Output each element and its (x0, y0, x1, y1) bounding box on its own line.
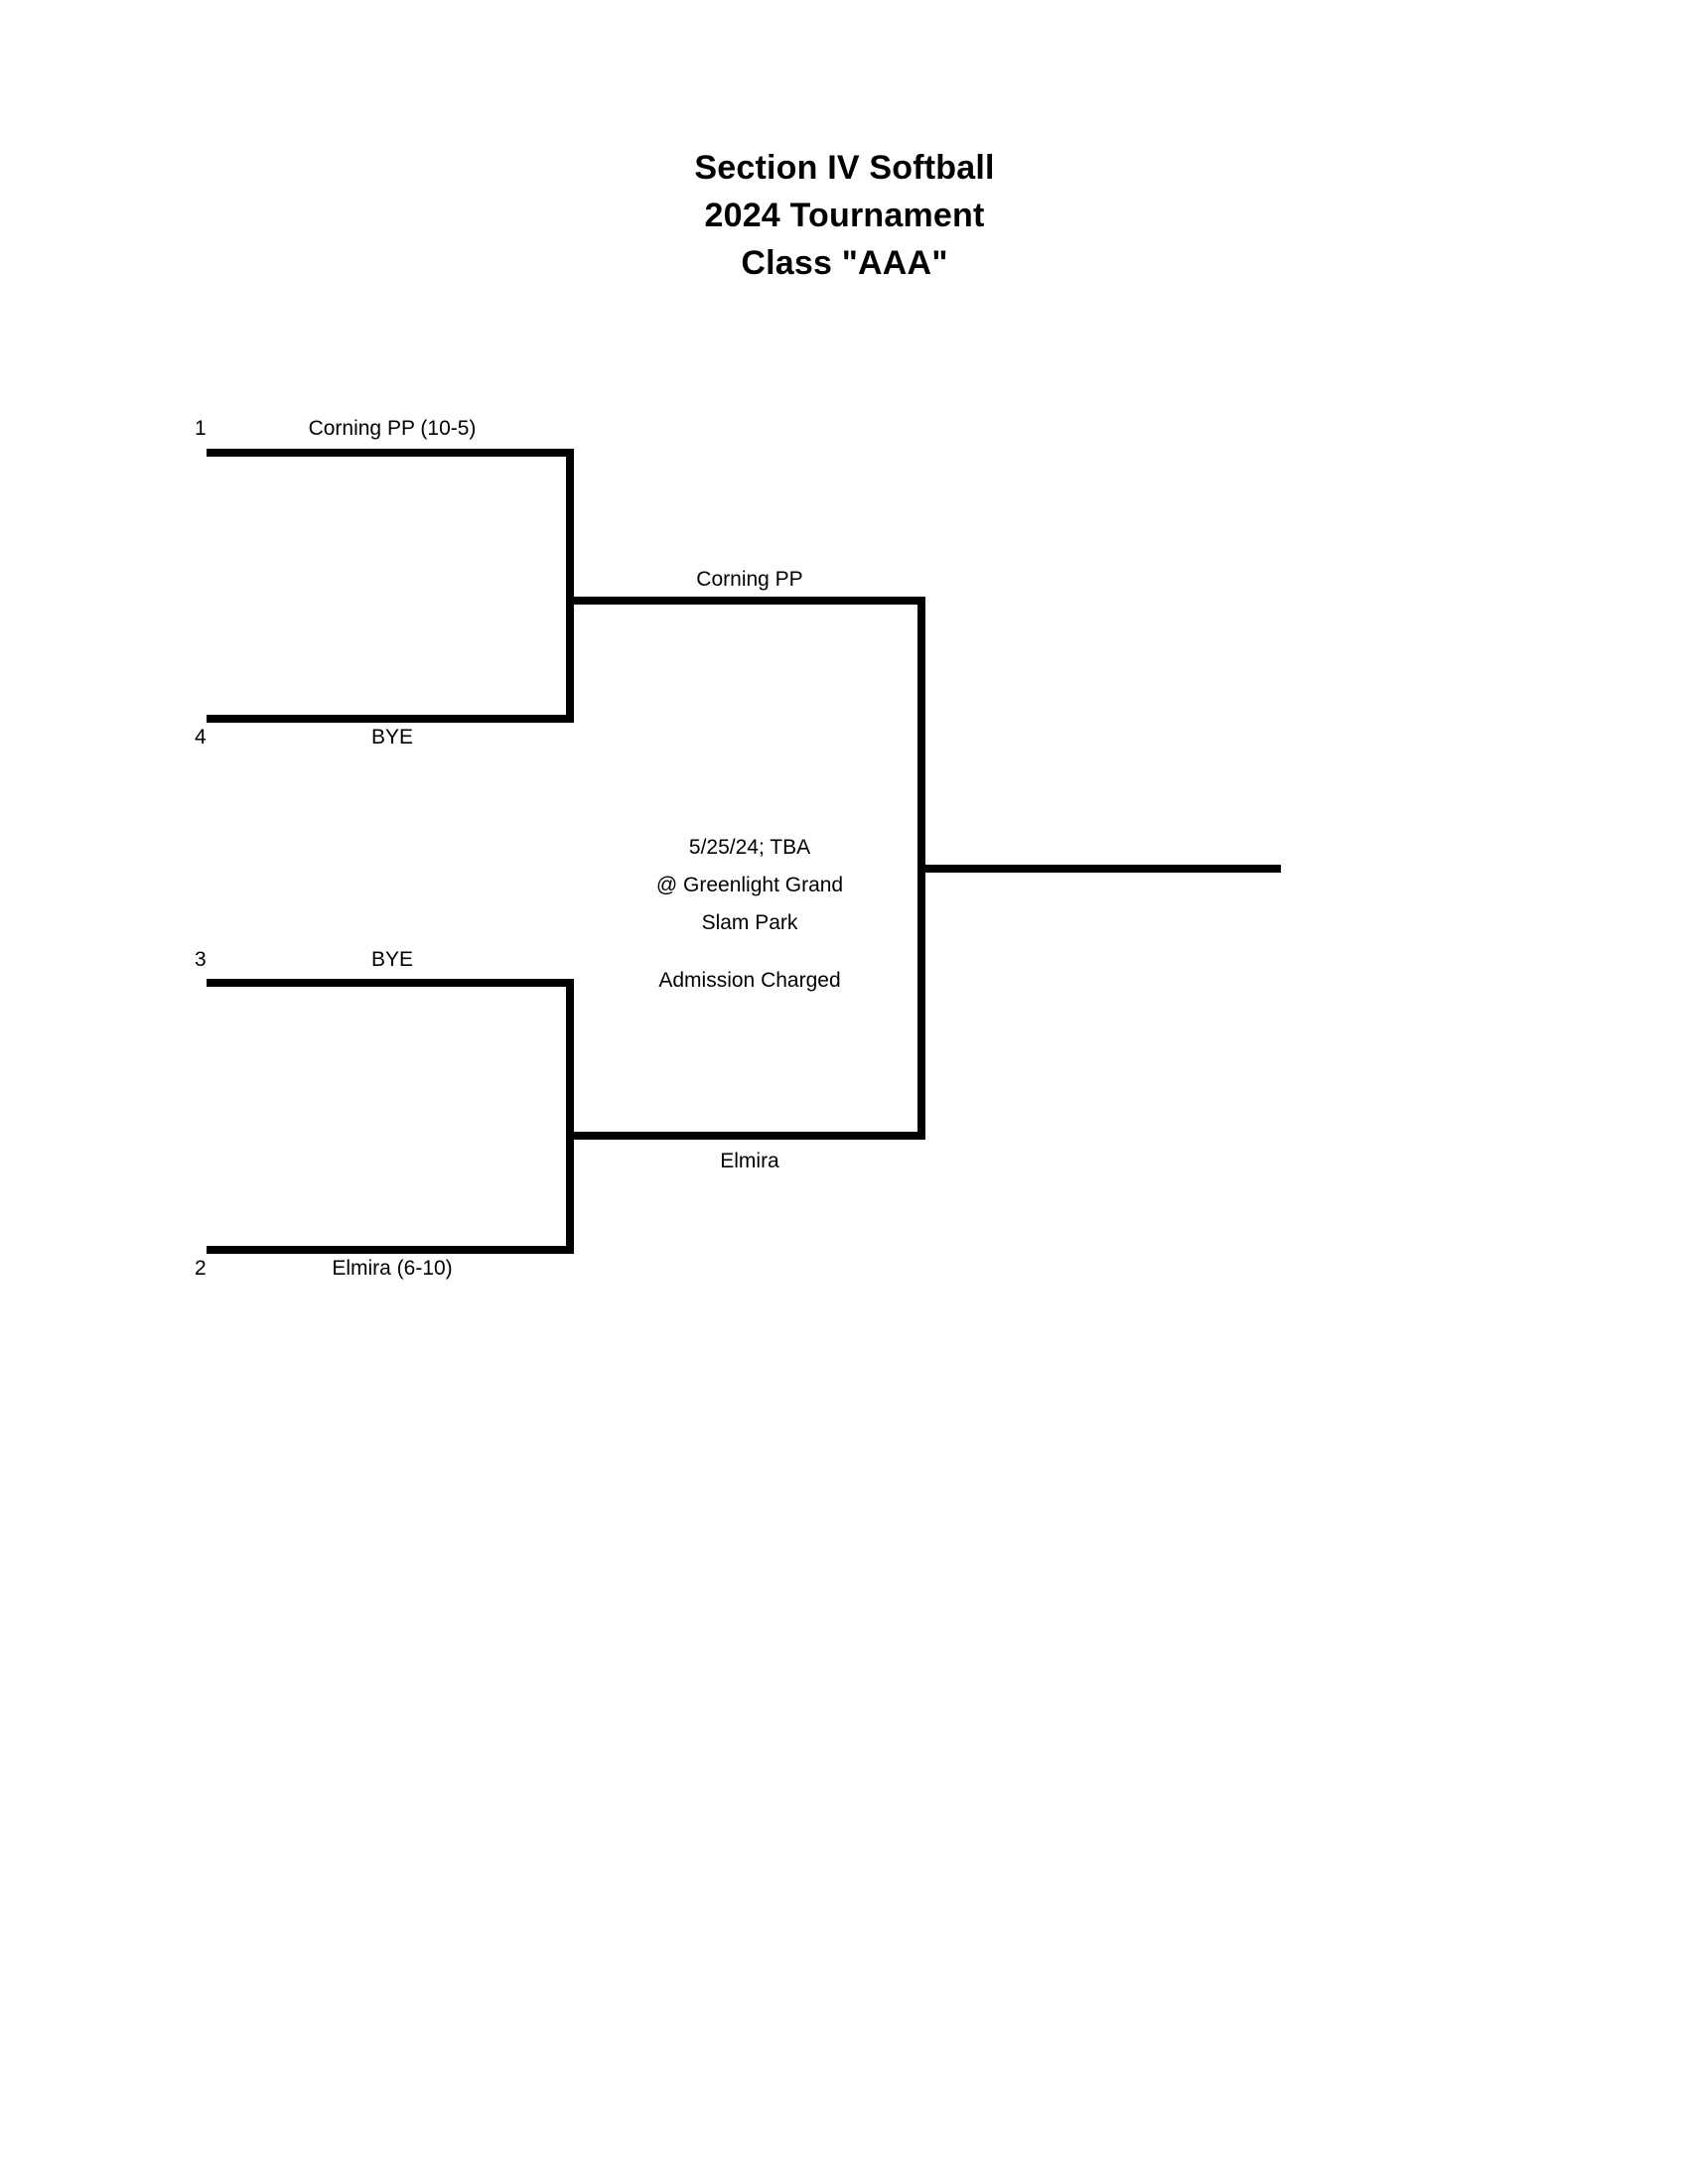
seed-number-4: 4 (195, 726, 207, 749)
team-label-semifinal-winner-bottom: Elmira (720, 1150, 779, 1172)
title-line-2: 2024 Tournament (704, 197, 985, 234)
bracket-line-seed2-horizontal (207, 1246, 574, 1254)
bracket-line-semifinal-top-horizontal (566, 597, 925, 605)
team-label-seed3: BYE (370, 948, 414, 971)
bracket-line-top-connector (566, 449, 574, 723)
team-label-semifinal-winner-top: Corning PP (696, 568, 803, 591)
game-info-date: 5/25/24; TBA (688, 836, 811, 859)
bracket-line-semifinal-bottom-horizontal (566, 1132, 925, 1140)
team-label-seed4: BYE (370, 726, 414, 749)
bracket-line-seed4-horizontal (207, 715, 574, 723)
seed-number-2: 2 (195, 1257, 207, 1280)
team-label-seed1: Corning PP (10-5) (308, 417, 477, 440)
game-info-venue-line1: @ Greenlight Grand (655, 874, 844, 896)
bracket-line-bottom-connector (566, 979, 574, 1254)
game-info-admission: Admission Charged (658, 969, 841, 992)
bracket-line-seed1-horizontal (207, 449, 574, 457)
game-info-venue-line2: Slam Park (701, 911, 798, 934)
seed-number-1: 1 (195, 417, 207, 440)
team-label-seed2: Elmira (6-10) (332, 1257, 453, 1280)
bracket-line-seed3-horizontal (207, 979, 574, 987)
seed-number-3: 3 (195, 948, 207, 971)
title-line-1: Section IV Softball (694, 149, 995, 187)
championship-game-info (586, 829, 914, 1000)
bracket-line-champion-horizontal (917, 865, 1281, 873)
title-line-3: Class "AAA" (741, 244, 948, 282)
game-info-spacer (586, 942, 914, 962)
